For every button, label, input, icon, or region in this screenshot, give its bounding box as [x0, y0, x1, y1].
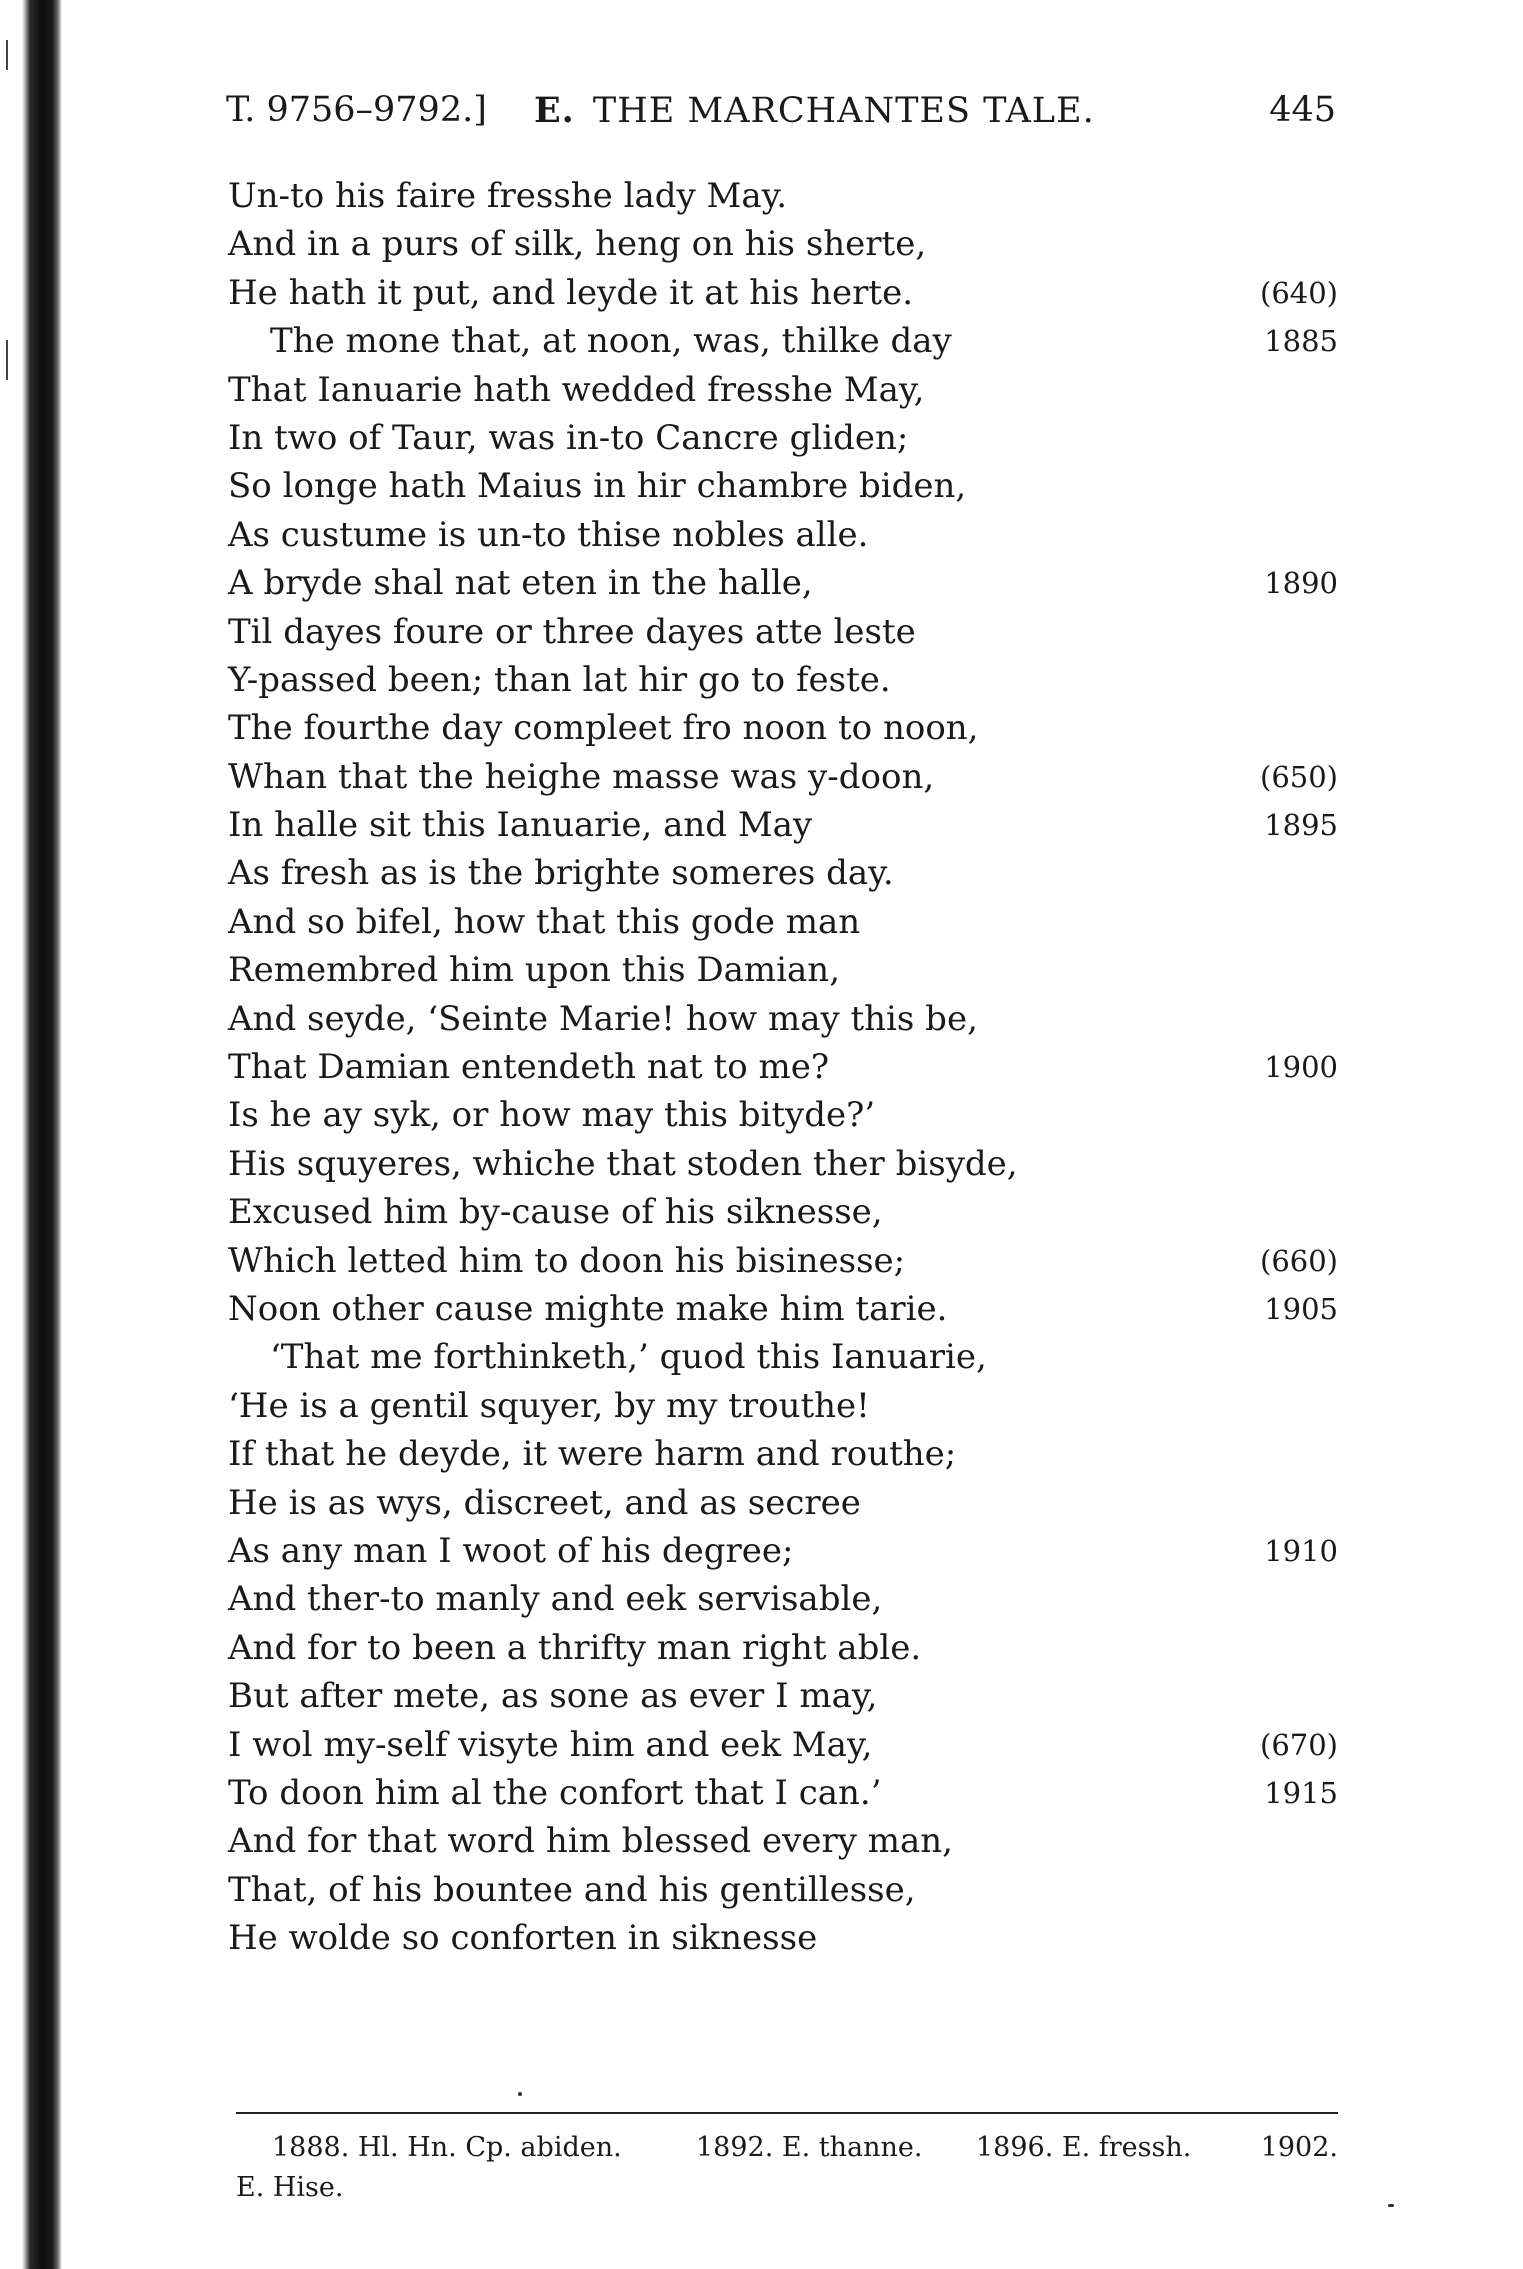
verse-line: And so bifel, how that this gode man	[228, 901, 861, 942]
verse-line: Til dayes foure or three dayes atte leste	[228, 611, 916, 652]
verse-line: I wol my-self visyte him and eek May, (670)	[228, 1721, 1338, 1769]
stray-mark	[518, 2092, 522, 2096]
verse-line: Remembred him upon this Damian,	[228, 950, 840, 991]
verse-line: And for that word him blessed every man,	[228, 1821, 953, 1862]
footnotes	[236, 2128, 1338, 2208]
title-text: THE MARCHANTES TALE.	[592, 91, 1095, 131]
line-number: (670)	[1260, 1727, 1338, 1762]
verse-line: If that he deyde, it were harm and routhe;	[228, 1434, 957, 1475]
line-number: 1890	[1264, 566, 1338, 601]
verse-line: The mone that, at noon, was, thilke day 1885	[228, 317, 1338, 365]
verse-line: Excused him by-cause of his siknesse,	[228, 1192, 883, 1233]
verse-line: And in a purs of silk, heng on his sherte,	[228, 224, 927, 265]
footnote-row	[236, 2128, 1338, 2168]
verse-line: In halle sit this Ianuarie, and May 1895	[228, 801, 1338, 849]
verse-line: A bryde shal nat eten in the halle, 1890	[228, 559, 1338, 607]
footnote: 1888. Hl. Hn. Cp. abiden.	[272, 2132, 622, 2163]
line-number: (660)	[1260, 1243, 1338, 1278]
line-range: T. 9756–9792.]	[226, 90, 487, 130]
verse-line: He wolde so conforten in siknesse	[228, 1918, 818, 1959]
verse-block	[228, 172, 1338, 1962]
verse-line: That Damian entendeth nat to me? 1900	[228, 1043, 1338, 1091]
stray-mark	[1388, 2204, 1394, 2207]
chapter-title	[534, 90, 1095, 131]
running-header	[226, 90, 1336, 140]
line-number: (640)	[1260, 275, 1338, 310]
verse-line: And seyde, ‘Seinte Marie! how may this be,	[228, 998, 978, 1039]
verse-line: His squyeres, whiche that stoden ther bisyde,	[228, 1143, 1018, 1184]
section-letter: E.	[534, 90, 575, 131]
footnote-continuation: E. Hise.	[236, 2172, 344, 2203]
page-number: 445	[1269, 90, 1336, 130]
verse-line: So longe hath Maius in hir chambre biden,	[228, 466, 967, 507]
verse-line: To doon him al the confort that I can.’ 1915	[228, 1769, 1338, 1817]
verse-line: That Ianuarie hath wedded fresshe May,	[228, 369, 925, 410]
verse-line: In two of Taur, was in-to Cancre gliden;	[228, 417, 909, 458]
line-number: 1915	[1264, 1775, 1338, 1810]
footnote: 1902.	[1260, 2132, 1338, 2163]
verse-line: And ther-to manly and eek servisable,	[228, 1579, 883, 1620]
verse-line: The fourthe day compleet fro noon to noon,	[228, 708, 979, 749]
verse-line: ‘He is a gentil squyer, by my trouthe!	[228, 1385, 870, 1426]
verse-line: Whan that the heighe masse was y-doon, (650)	[228, 753, 1338, 801]
verse-line: Is he ay syk, or how may this bityde?’	[228, 1095, 876, 1136]
verse-line: But after mete, as sone as ever I may,	[228, 1676, 878, 1717]
line-number: 1885	[1264, 324, 1338, 359]
verse-line: Y-passed been; than lat hir go to feste.	[228, 659, 891, 700]
line-number: 1905	[1264, 1291, 1338, 1326]
footnote: 1892. E. thanne.	[696, 2132, 923, 2163]
line-number: (650)	[1260, 759, 1338, 794]
verse-line: As any man I woot of his degree; 1910	[228, 1527, 1338, 1575]
footnote-rule	[236, 2112, 1338, 2114]
footnote: 1896. E. fressh.	[976, 2132, 1192, 2163]
verse-line: Un-to his faire fresshe lady May.	[228, 176, 788, 216]
verse-line: As custume is un-to thise nobles alle.	[228, 514, 869, 555]
line-number: 1900	[1264, 1050, 1338, 1085]
verse-line: That, of his bountee and his gentillesse,	[228, 1869, 916, 1910]
verse-line: Which letted him to doon his bisinesse; (660)	[228, 1237, 1338, 1285]
verse-line: He hath it put, and leyde it at his herte. (640)	[228, 269, 1338, 317]
line-number: 1895	[1264, 808, 1338, 843]
verse-line: Noon other cause mighte make him tarie. 1905	[228, 1285, 1338, 1333]
line-number: 1910	[1264, 1533, 1338, 1568]
verse-line: He is as wys, discreet, and as secree	[228, 1482, 861, 1523]
verse-line: As fresh as is the brighte someres day.	[228, 853, 894, 894]
verse-line: ‘That me forthinketh,’ quod this Ianuarie,	[270, 1337, 987, 1378]
verse-line: And for to been a thrifty man right able.	[228, 1627, 922, 1668]
